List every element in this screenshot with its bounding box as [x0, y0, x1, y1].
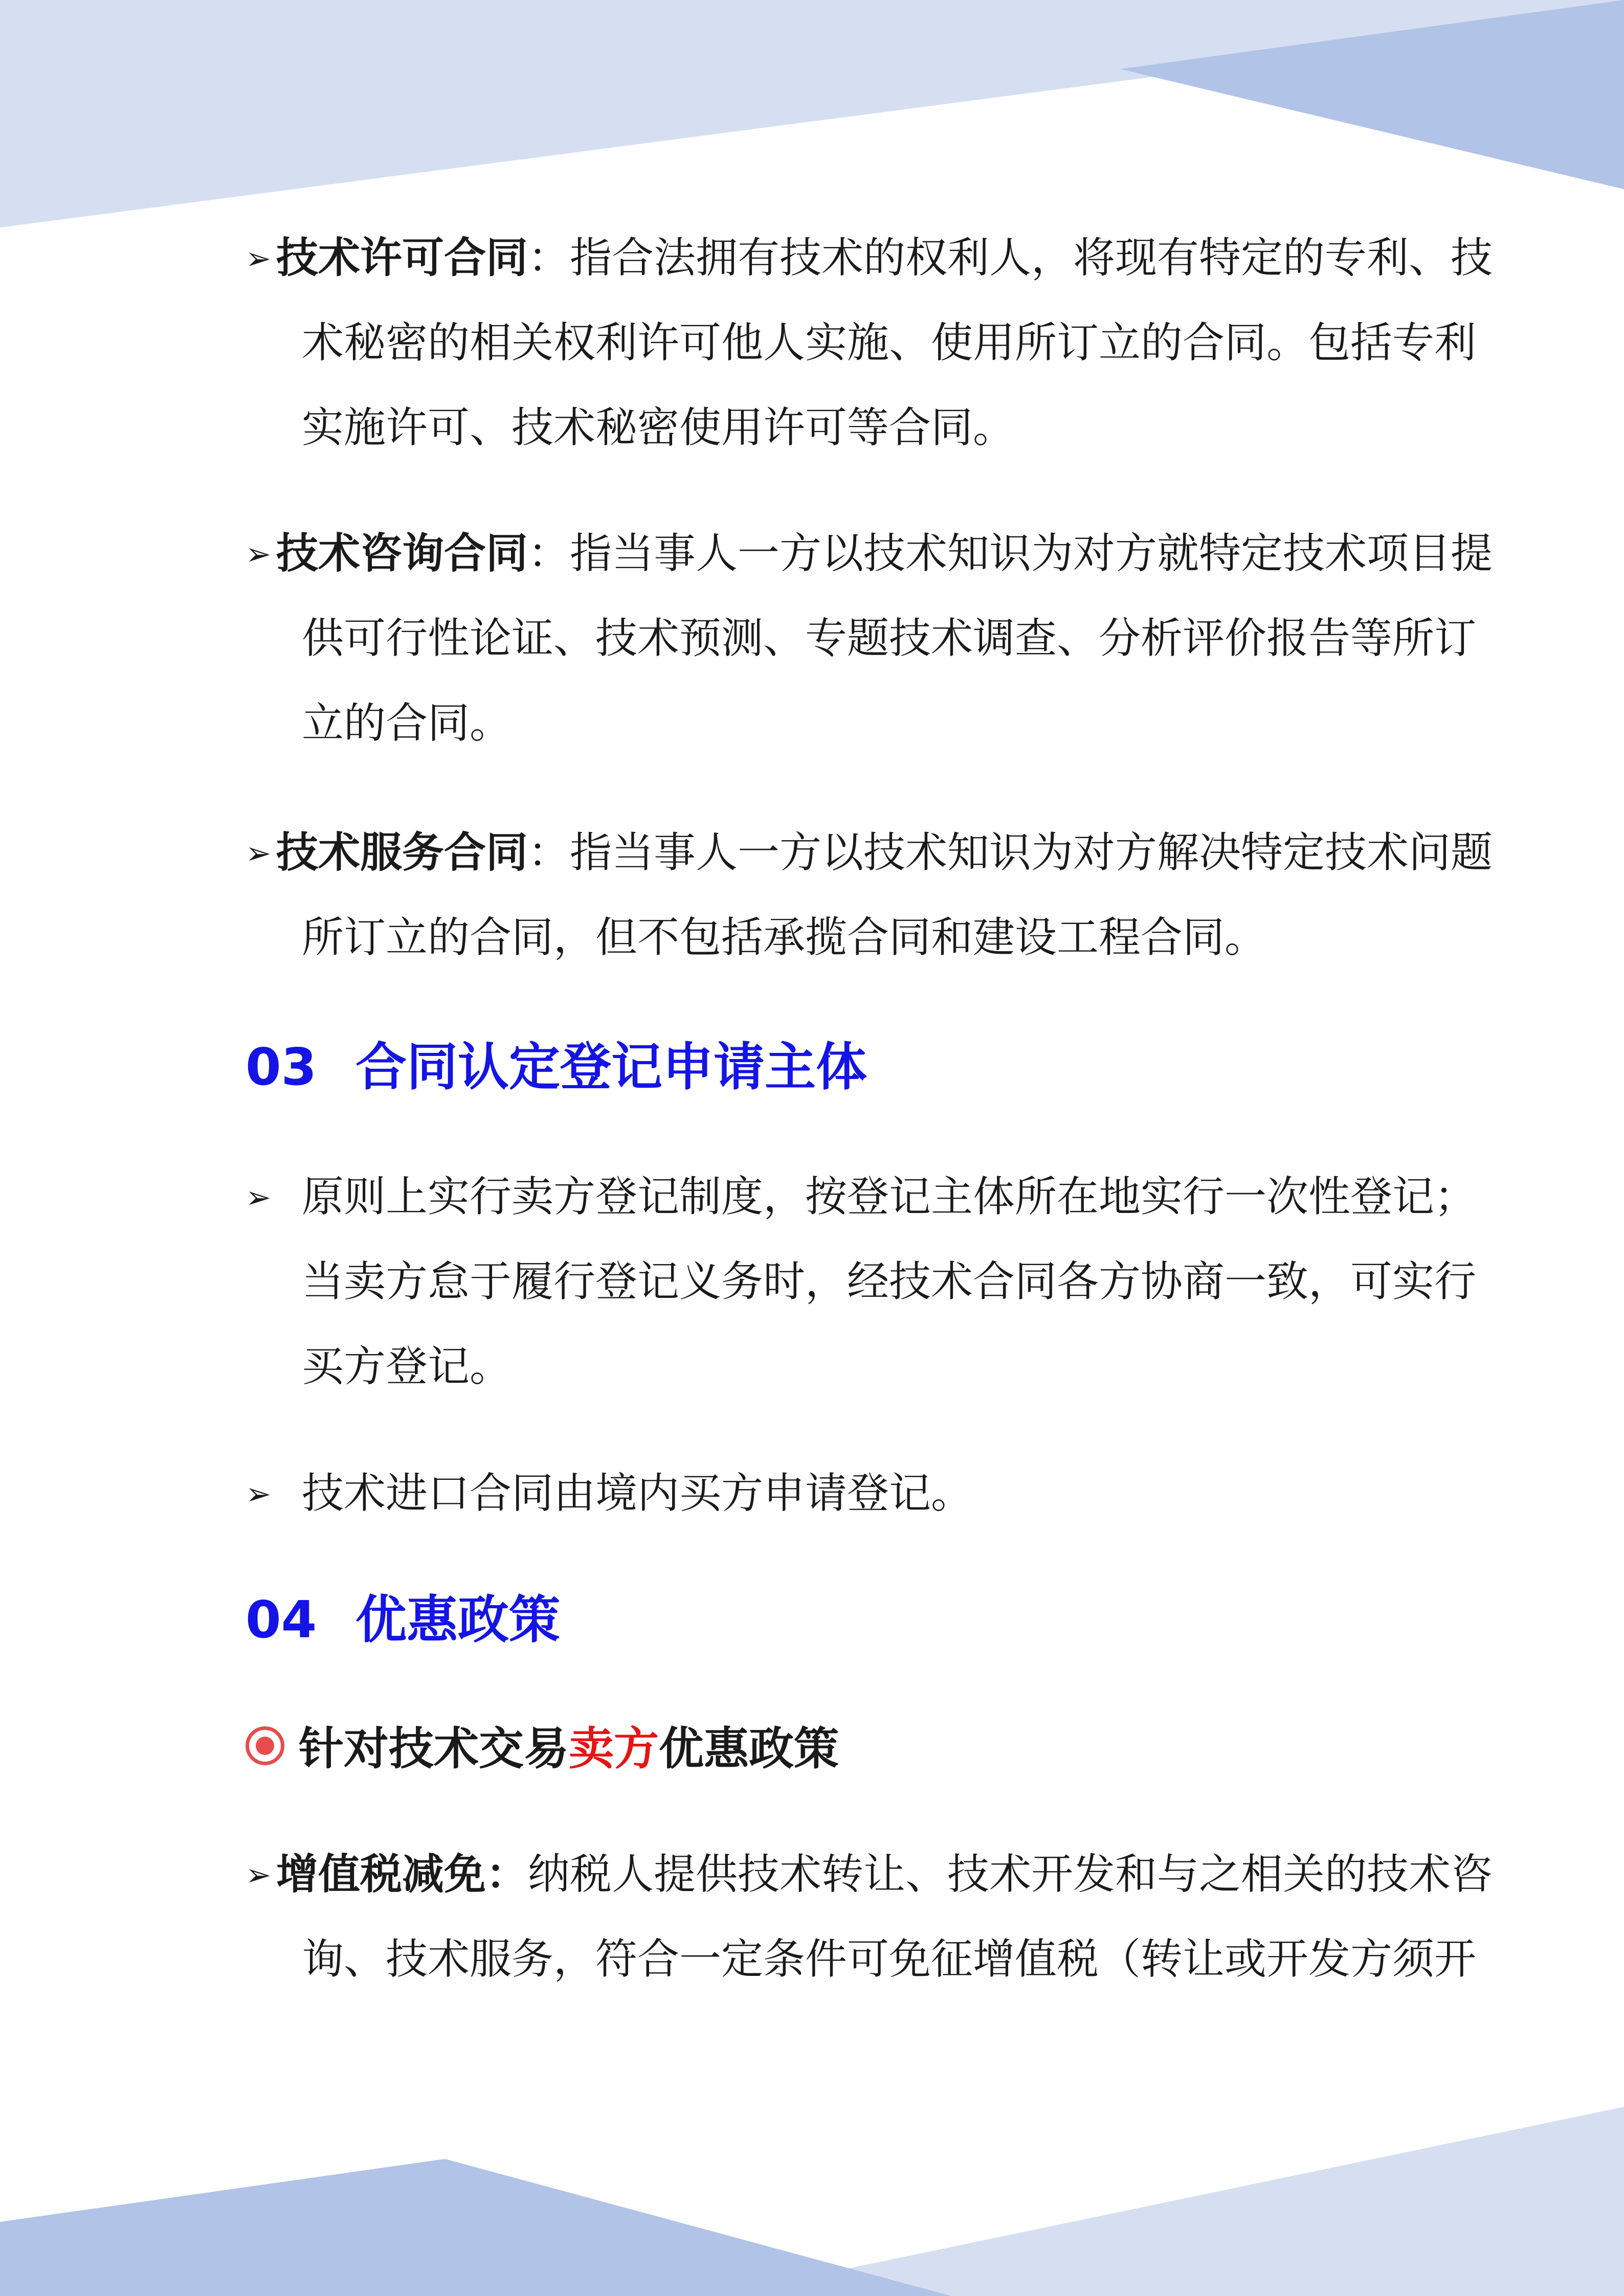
item-line: 原则上实行卖方登记制度，按登记主体所在地实行一次性登记；: [302, 1173, 1477, 1221]
policy-line: 询、技术服务，符合一定条件可免征增值税（转让或开发方须开: [302, 1935, 1477, 1984]
contract-item-consulting: [246, 511, 1493, 766]
contract-line: 指合法拥有技术的权利人，将现有特定的专利、技: [570, 234, 1493, 282]
term-colon: ：: [486, 1850, 528, 1899]
contract-line: 指当事人一方以技术知识为对方就特定技术项目提: [570, 529, 1493, 578]
section-heading-03: [246, 1037, 867, 1098]
bottom-left-wedge: [0, 2159, 951, 2296]
item-line: 买方登记。: [302, 1342, 512, 1391]
policy-item-vat: [246, 1832, 1493, 2002]
section-title: 优惠政策: [355, 1590, 560, 1650]
arrowhead-bullet-icon: ➢: [246, 1476, 272, 1512]
bottom-right-band: [716, 2107, 1624, 2296]
contract-line: 供可行性论证、技术预测、专题技术调查、分析评价报告等所订: [302, 614, 1477, 663]
policy-line: 纳税人提供技术转让、技术开发和与之相关的技术咨: [528, 1850, 1493, 1899]
policy-subheading: [246, 1718, 839, 1780]
contract-line: 实施许可、技术秘密使用许可等合同。: [302, 403, 1015, 452]
subhead-text-before: 针对技术交易: [299, 1722, 569, 1775]
arrowhead-bullet-icon: ➢: [246, 241, 272, 277]
contract-line: 立的合同。: [302, 699, 512, 748]
subhead-highlight: 卖方: [569, 1722, 659, 1775]
item-line: 当卖方怠于履行登记义务时，经技术合同各方协商一致，可实行: [302, 1257, 1477, 1306]
contract-term: 技术咨询合同: [276, 529, 528, 578]
policy-term: 增值税减免: [276, 1850, 486, 1899]
arrowhead-bullet-icon: ➢: [246, 1857, 272, 1893]
item-line: 技术进口合同由境内买方申请登记。: [302, 1469, 973, 1518]
target-icon: [246, 1726, 284, 1765]
contract-term: 技术服务合同: [276, 828, 528, 877]
term-colon: ：: [528, 529, 570, 578]
arrowhead-bullet-icon: ➢: [246, 1180, 272, 1215]
term-colon: ：: [528, 234, 570, 282]
section-title: 合同认定登记申请主体: [355, 1037, 867, 1097]
contract-line: 指当事人一方以技术知识为对方解决特定技术问题: [570, 828, 1493, 877]
section-number: 04: [246, 1590, 317, 1650]
arrowhead-bullet-icon: ➢: [246, 836, 272, 871]
section-number: 03: [246, 1037, 317, 1097]
arrowhead-bullet-icon: ➢: [246, 536, 272, 572]
registration-item: [246, 1451, 1391, 1536]
contract-line: 术秘密的相关权利许可他人实施、使用所订立的合同。包括专利: [302, 319, 1477, 367]
registration-item: [246, 1155, 1477, 1409]
contract-line: 所订立的合同，但不包括承揽合同和建设工程合同。: [302, 913, 1267, 962]
contract-term: 技术许可合同: [276, 234, 528, 282]
contract-item-license: [246, 216, 1493, 470]
section-heading-04: [246, 1589, 560, 1651]
term-colon: ：: [528, 828, 570, 877]
contract-item-service: [246, 811, 1493, 980]
subhead-text-after: 优惠政策: [659, 1722, 839, 1775]
